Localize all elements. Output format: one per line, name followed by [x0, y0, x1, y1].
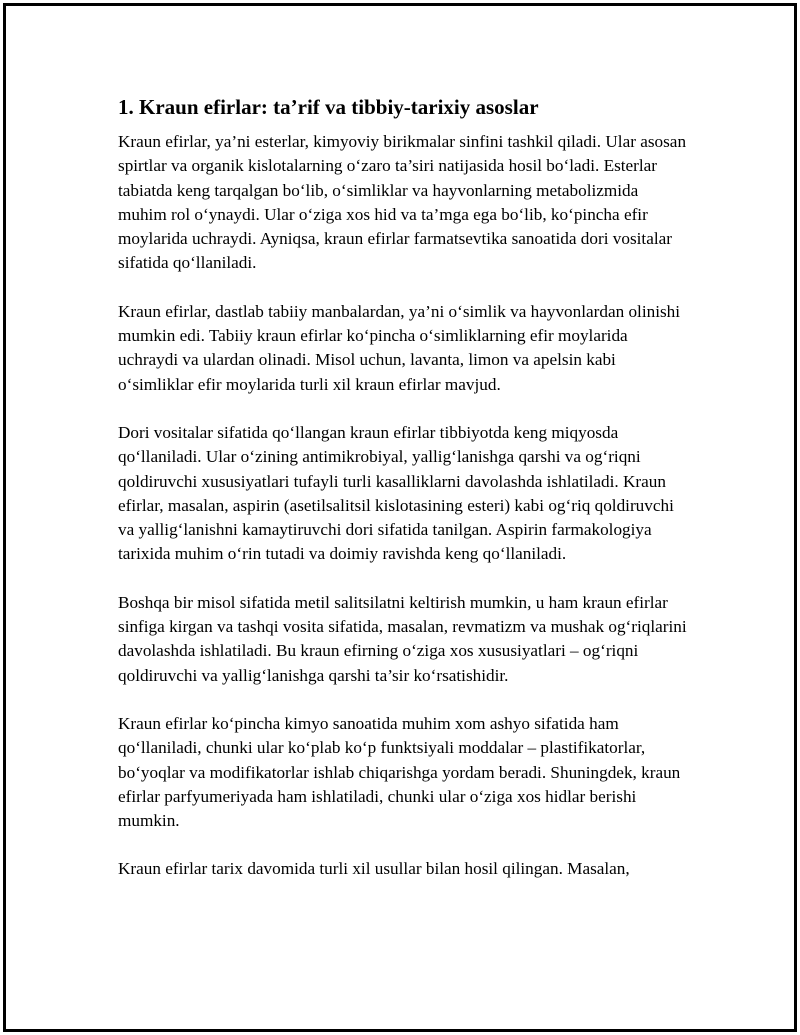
document-body — [118, 92, 690, 906]
paragraph-history: Kraun efirlar tarix davomida turli xil usullar bilan hosil qilingan. Masalan, — [118, 859, 630, 879]
paragraph-natural-sources: Kraun efirlar, dastlab tabiiy manbalardan, ya’ni o‘simlik va hayvonlardan olinishi mumkin edi. Tabiiy kraun efirlar ko‘pincha o‘simliklarning efir moylarida uchraydi va ulardan olinadi. Misol uchun, lavanta, limon va apelsin kabi o‘simliklar efir moylarida turli xil kraun efirlar mavjud. — [118, 301, 681, 394]
paragraph-medical-use: Dori vositalar sifatida qo‘llangan kraun efirlar tibbiyotda keng miqyosda qo‘llaniladi. Ular o‘zining antimikrobiyal, yallig‘lanishga qarshi va og‘riqni qoldiruvchi xususiyatlari tufayli turli kasalliklarni davolashda ishlatiladi. Kraun efirlar, masalan, aspirin (asetilsalitsil kislotasining esteri) kabi og‘riq qoldiruvchi va yallig‘lanishni kamaytiruvchi dori sifatida tanilgan. Aspirin farmakologiya tarixida muhim o‘rin tutadi va doimiy ravishda keng qo‘llaniladi. — [118, 422, 674, 564]
paragraph-definition: Kraun efirlar, ya’ni esterlar, kimyoviy birikmalar sinfini tashkil qiladi. Ular asosan spirtlar va organik kislotalarning o‘zaro ta’siri natijasida hosil bo‘ladi. Esterlar tabiatda keng tarqalgan bo‘lib, o‘simliklar va hayvonlarning metabolizmida muhim rol o‘ynaydi. Ular o‘ziga xos hid va ta’mga ega bo‘lib, ko‘pincha efir moylarida uchraydi. Ayniqsa, kraun efirlar farmatsevtika sanoatida dori vositalar sifatida qo‘llaniladi. — [118, 132, 687, 273]
paragraph-industrial-use: Kraun efirlar ko‘pincha kimyo sanoatida muhim xom ashyo sifatida ham qo‘llaniladi, chunki ular ko‘plab ko‘p funktsiyali moddalar – plastifikatorlar, bo‘yoqlar va modifikatorlar ishlab chiqarishga yordam beradi. Shuningdek, kraun efirlar parfyumeriyada ham ishlatiladi, chunki ular o‘ziga xos hidlar berishi mumkin. — [118, 713, 681, 831]
paragraph-methyl-salicylate: Boshqa bir misol sifatida metil salitsilatni keltirish mumkin, u ham kraun efirlar sinfiga kirgan va tashqi vosita sifatida, masalan, revmatizm va mushak og‘riqlarini davolashda ishlatiladi. Bu kraun efirning o‘ziga xos xususiyatlari – og‘riqni qoldiruvchi va yallig‘lanishga qarshi ta’sir ko‘rsatishidir. — [118, 592, 687, 685]
section-heading: 1. Kraun efirlar: ta’rif va tibbiy-tarixiy asoslar — [118, 95, 539, 119]
